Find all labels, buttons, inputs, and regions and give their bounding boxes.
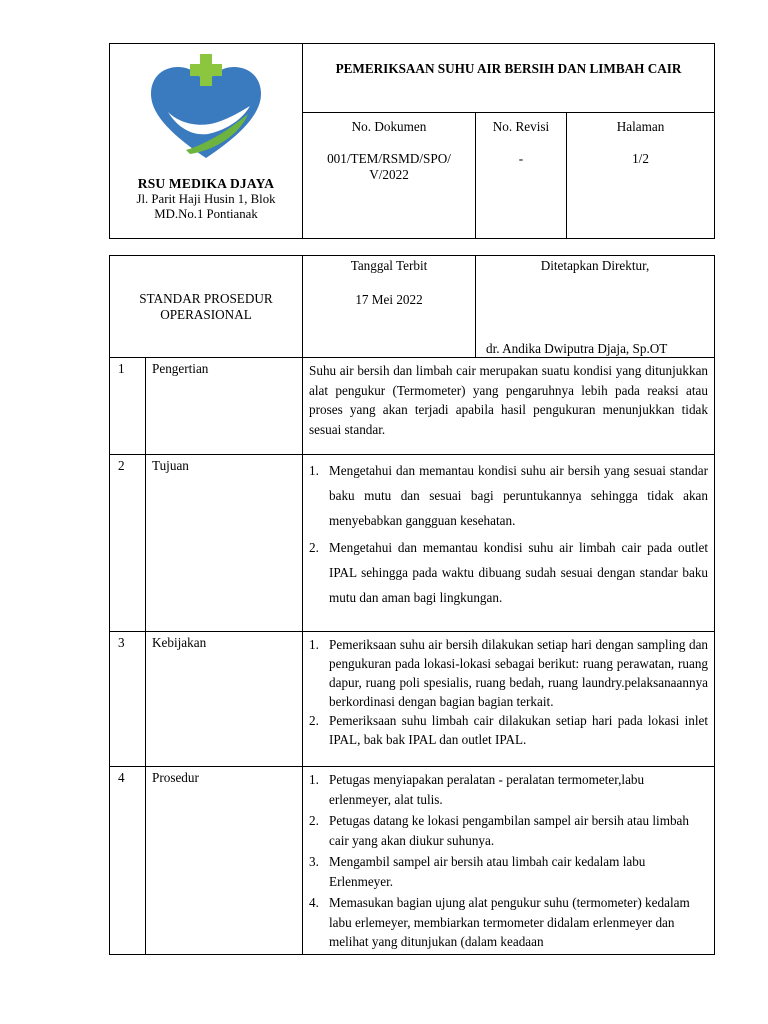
heart-hand-logo-icon [146, 54, 266, 166]
section-number: 4 [110, 767, 146, 955]
issue-date-value: 17 Mei 2022 [355, 292, 423, 307]
section-number: 3 [110, 632, 146, 767]
hospital-address-line1: Jl. Parit Haji Husin 1, Blok [136, 192, 276, 206]
hospital-identity [110, 44, 303, 239]
sop-label-cell [110, 256, 303, 358]
revision-label: No. Revisi [492, 119, 550, 134]
hospital-logo [146, 54, 266, 166]
list-item: 1. Mengetahui dan memantau kondisi suhu air bersih yang sesuai standar baku mutu dan sesuai bagi peruntukannya sehingga tidak akan menyebabkan gangguan kesehatan. [309, 463, 709, 528]
sop-label-line1: STANDAR PROSEDUR [139, 290, 273, 306]
list-item: 2. Mengetahui dan memantau kondisi suhu air limbah cair pada outlet IPAL sehingga pada waktu dibuang sudah sesuai dengan standar baku mutu dan aman bagi lingkungan. [309, 540, 709, 605]
revision-cell [476, 113, 567, 239]
section-row-tujuan [110, 455, 715, 632]
list-item: 2. Petugas datang ke lokasi pengambilan sampel air bersih atau limbah cair yang akan diukur suhunya. [309, 813, 690, 848]
section-label: Pengertian [146, 358, 303, 455]
document-header [109, 43, 715, 239]
section-content [303, 455, 715, 632]
section-label: Prosedur [146, 767, 303, 955]
section-number: 2 [110, 455, 146, 632]
hospital-name: RSU MEDIKA DJAYA [137, 176, 275, 191]
list-item: 4. Memasukan bagian ujung alat pengukur suhu (termometer) kedalam labu erlemeyer, membiarkan termometer didalam erlenmeyer dan melihat yang ditunjukan (dalam keadaan [309, 895, 690, 949]
issue-date-label: Tanggal Terbit [350, 258, 428, 273]
kebijakan-list [309, 635, 708, 749]
prosedur-list [309, 770, 708, 952]
section-row-pengertian [110, 358, 715, 455]
document-title: PEMERIKSAAN SUHU AIR BERSIH DAN LIMBAH CAIR [335, 61, 682, 76]
section-label: Tujuan [146, 455, 303, 632]
section-number: 1 [110, 358, 146, 455]
sop-table [109, 255, 715, 955]
section-content [303, 632, 715, 767]
director-cell [476, 256, 715, 358]
section-label: Kebijakan [146, 632, 303, 767]
doc-number-value-line1: 001/TEM/RSMD/SPO/ [327, 151, 451, 166]
pengertian-text: Suhu air bersih dan limbah cair merupakan suatu kondisi yang ditunjukkan alat pengukur (Termometer) yang pengaruhnya lebih pada reaksi atau proses yang akan terjadi apabila hasil pengukuran menunjukkan tidak sesuai standar. [309, 363, 709, 437]
issue-date-cell [303, 256, 476, 358]
section-row-kebijakan [110, 632, 715, 767]
revision-value: - [518, 151, 524, 166]
list-item: 1. Pemeriksaan suhu air bersih dilakukan setiap hari dengan sampling dan pengukuran pada lokasi-lokasi sebagai berikut: ruang perawatan, ruang dapur, ruang poli spesialis, ruang bedah, ruang laundry.pelaksanaannya berkordinasi dengan bagian bagian terkait. [309, 637, 709, 709]
page-value: 1/2 [632, 151, 649, 166]
doc-number-label: No. Dokumen [351, 119, 427, 134]
sop-label-line2: OPERASIONAL [160, 306, 252, 322]
tujuan-list [309, 458, 708, 610]
document-title-cell [303, 44, 715, 113]
section-content [303, 358, 715, 455]
doc-number-value-line2: V/2022 [369, 167, 409, 182]
doc-number-cell [303, 113, 476, 239]
director-name: dr. Andika Dwiputra Djaja, Sp.OT [486, 341, 668, 356]
page-label: Halaman [616, 119, 665, 134]
section-row-prosedur [110, 767, 715, 955]
section-content [303, 767, 715, 955]
list-item: 2. Pemeriksaan suhu limbah cair dilakukan setiap hari pada lokasi inlet IPAL, bak bak IPAL dan outlet IPAL. [309, 713, 709, 747]
page-cell [567, 113, 715, 239]
hospital-address-line2: MD.No.1 Pontianak [154, 207, 258, 221]
list-item: 3. Mengambil sampel air bersih atau limbah cair kedalam labu Erlenmeyer. [309, 854, 646, 889]
approved-by-label: Ditetapkan Direktur, [540, 258, 650, 273]
list-item: 1. Petugas menyiapakan peralatan - peralatan termometer,labu erlenmeyer, alat tulis. [309, 772, 645, 807]
